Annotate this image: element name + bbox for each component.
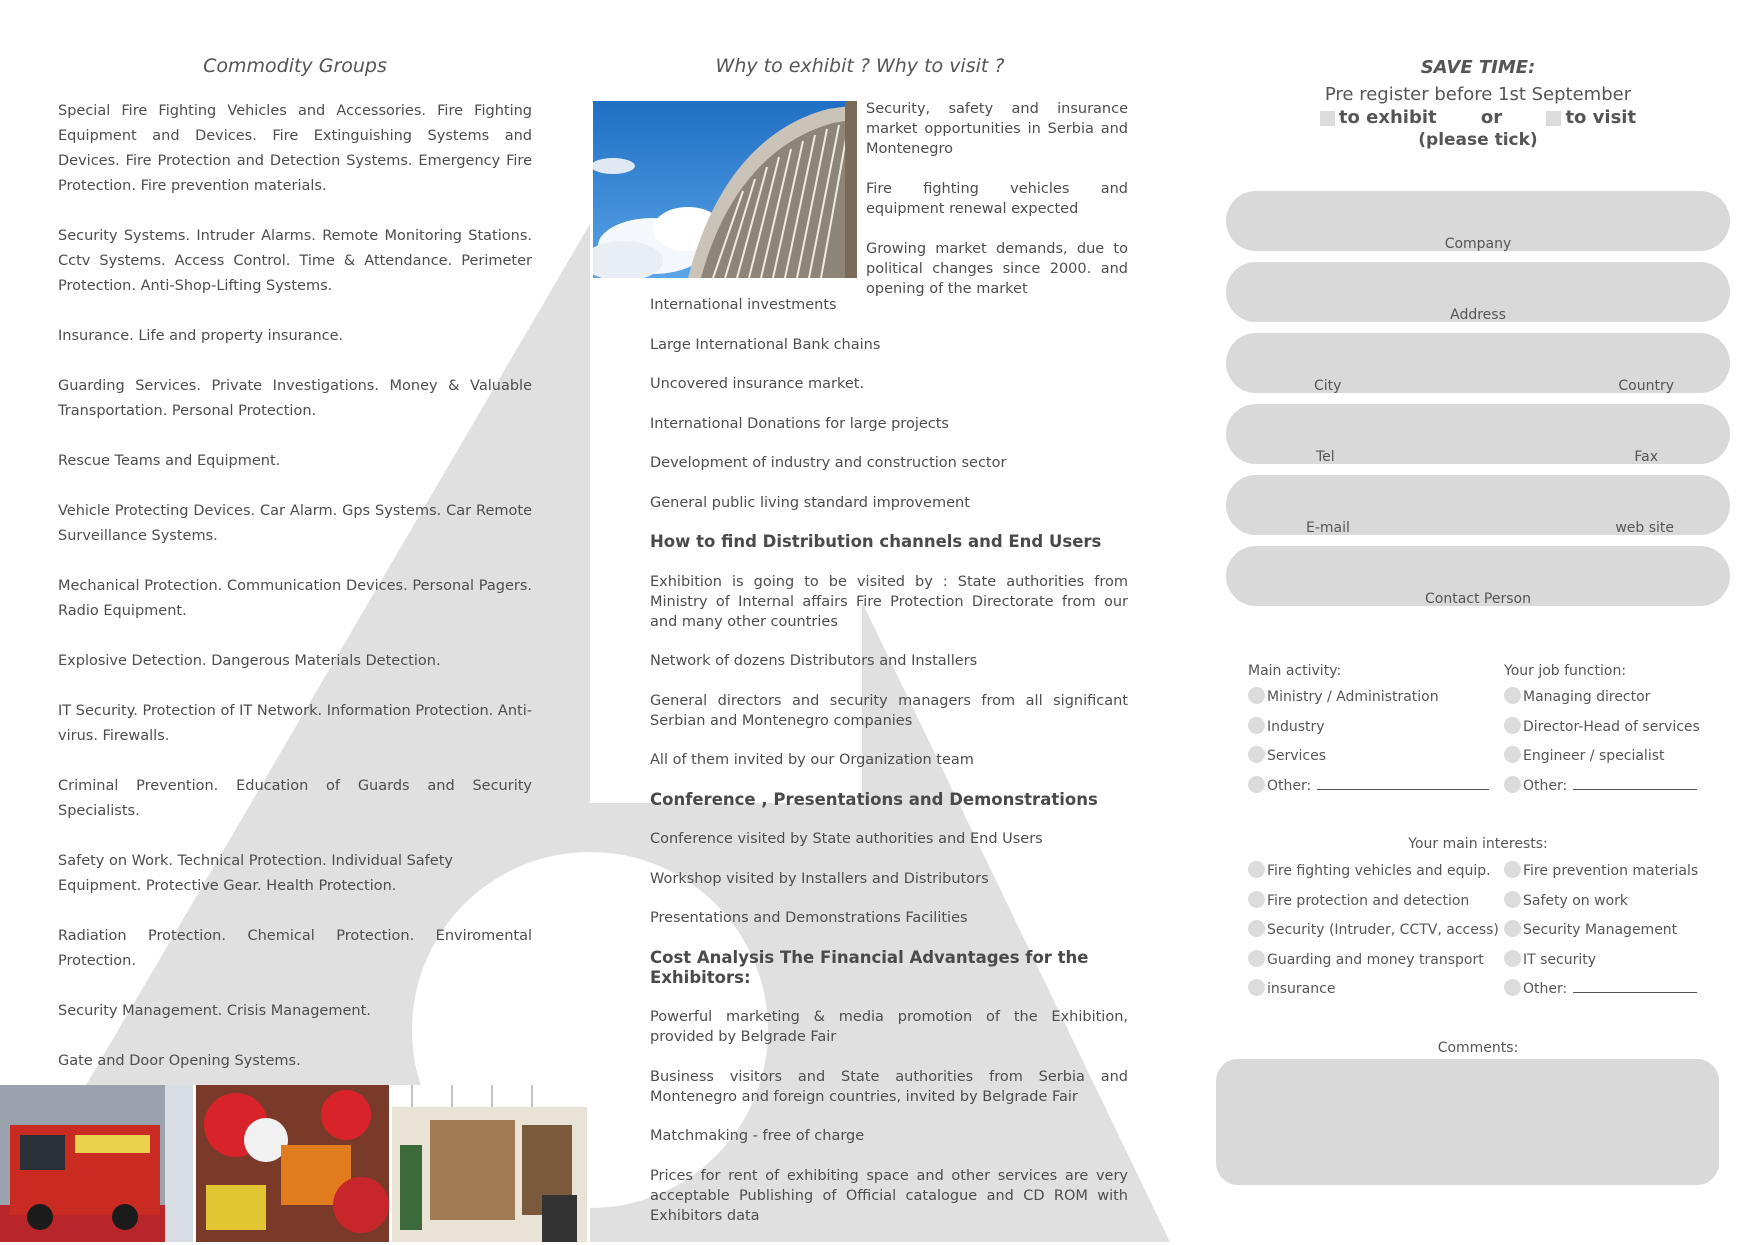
to-exhibit-label: to exhibit <box>1338 107 1437 128</box>
intro-point: Security, safety and insurance market opportunities in Serbia and Montenegro <box>866 101 1128 157</box>
activity-option[interactable]: Other: <box>1248 778 1489 794</box>
reason-item: General directors and security managers from all significant Serbian and Montenegro companies <box>650 692 1128 729</box>
reasons-list <box>650 295 1128 1245</box>
tick-row <box>1226 107 1730 128</box>
radio-circle-icon[interactable] <box>1504 950 1521 967</box>
commodity-paragraph: Security Systems. Intruder Alarms. Remote Monitoring Stations. Cctv Systems. Access Control. Time & Attendance. Perimeter Protection. Anti-Shop-Lifting Systems. <box>58 228 532 294</box>
tel-label: Tel <box>1316 449 1335 465</box>
commodity-paragraph: Mechanical Protection. Communication Devices. Personal Pagers. Radio Equipment. <box>58 578 532 619</box>
building-photo <box>593 101 857 278</box>
reason-item: Large International Bank chains <box>650 336 881 353</box>
country-label: Country <box>1618 378 1674 394</box>
reason-item: Prices for rent of exhibiting space and other services are very acceptable Publishing of Official catalogue and CD ROM with Exhibitors data <box>650 1167 1128 1224</box>
job-function-label: Your job function: <box>1504 663 1627 679</box>
interest-option[interactable]: IT security <box>1504 952 1596 968</box>
why-exhibit-title: Why to exhibit ? Why to visit ? <box>715 55 1005 77</box>
other-activity-line[interactable] <box>1317 789 1489 790</box>
interest-option[interactable]: Guarding and money transport <box>1248 952 1484 968</box>
radio-circle-icon[interactable] <box>1248 776 1265 793</box>
commodity-paragraph: Rescue Teams and Equipment. <box>58 453 281 469</box>
commodity-paragraph: IT Security. Protection of IT Network. Information Protection. Anti-virus. Firewalls. <box>58 703 532 744</box>
commodity-paragraph: Criminal Prevention. Education of Guards and Security Specialists. <box>58 778 532 819</box>
interest-option[interactable]: Security Management <box>1504 922 1677 938</box>
or-label: or <box>1480 107 1503 128</box>
reason-item: International Donations for large projects <box>650 415 949 432</box>
intro-point: Fire fighting vehicles and equipment renewal expected <box>866 181 1128 217</box>
city-country-field[interactable] <box>1226 333 1730 393</box>
reason-item: Workshop visited by Installers and Distributors <box>650 870 989 887</box>
reason-item: Uncovered insurance market. <box>650 376 865 392</box>
radio-circle-icon[interactable] <box>1248 861 1265 878</box>
contact-person-label: Contact Person <box>1425 591 1531 607</box>
commodity-groups-title: Commodity Groups <box>203 55 387 77</box>
radio-circle-icon[interactable] <box>1248 920 1265 937</box>
city-label: City <box>1314 378 1342 394</box>
company-label: Company <box>1444 236 1512 252</box>
reason-item: General public living standard improvement <box>650 494 970 511</box>
email-web-field[interactable] <box>1226 475 1730 535</box>
save-time-heading: SAVE TIME: <box>1420 57 1536 78</box>
address-field[interactable] <box>1226 262 1730 322</box>
reason-item: All of them invited by our Organization team <box>650 752 974 768</box>
company-field[interactable] <box>1226 191 1730 251</box>
commodity-groups-column <box>58 55 532 1149</box>
commodity-paragraph: Security Management. Crisis Management. <box>58 1003 371 1019</box>
radio-circle-icon[interactable] <box>1248 950 1265 967</box>
interest-option[interactable]: Safety on work <box>1504 893 1628 909</box>
other-interest-line[interactable] <box>1573 992 1697 993</box>
section-heading: How to find Distribution channels and End Users <box>650 532 1102 551</box>
interest-option[interactable]: Fire protection and detection <box>1248 893 1469 909</box>
commodity-paragraph: Insurance. Life and property insurance. <box>58 328 344 344</box>
radio-circle-icon[interactable] <box>1248 717 1265 734</box>
commodity-paragraph: Gate and Door Opening Systems. <box>58 1053 301 1069</box>
job-option[interactable]: Engineer / specialist <box>1504 748 1665 764</box>
activity-option[interactable]: Industry <box>1248 719 1325 735</box>
activity-option[interactable]: Ministry / Administration <box>1248 689 1439 705</box>
reason-item: Network of dozens Distributors and Installers <box>650 653 978 669</box>
radio-circle-icon[interactable] <box>1504 891 1521 908</box>
visit-checkbox[interactable] <box>1546 111 1561 126</box>
other-job-line[interactable] <box>1573 789 1697 790</box>
radio-circle-icon[interactable] <box>1248 979 1265 996</box>
intro-points <box>866 99 1128 319</box>
intro-point: Growing market demands, due to political changes since 2000. and opening of the market <box>866 241 1128 297</box>
section-heading: Conference , Presentations and Demonstrations <box>650 789 1098 809</box>
main-activity-label: Main activity: <box>1248 663 1342 679</box>
comments-label: Comments: <box>1437 1040 1519 1056</box>
reason-item: Exhibition is going to be visited by : State authorities from Ministry of Internal affairs Fire Protection Directorate from our and many other countries <box>650 573 1128 630</box>
job-option[interactable]: Director-Head of services <box>1504 719 1700 735</box>
reason-item: International investments <box>650 297 837 313</box>
radio-circle-icon[interactable] <box>1248 746 1265 763</box>
interest-option[interactable]: Other: <box>1504 981 1697 997</box>
preregister-text: Pre register before 1st September <box>1324 84 1632 105</box>
commodity-paragraph: Explosive Detection. Dangerous Materials Detection. <box>58 653 441 669</box>
contact-person-field[interactable] <box>1226 546 1730 606</box>
interests-label: Your main interests: <box>1408 836 1548 852</box>
address-label: Address <box>1450 307 1506 323</box>
commodity-paragraph: Radiation Protection. Chemical Protection. Enviromental Protection. <box>58 928 532 969</box>
radio-circle-icon[interactable] <box>1248 891 1265 908</box>
fax-label: Fax <box>1634 449 1658 465</box>
rescue-team-photo <box>196 1085 389 1242</box>
please-tick-note: (please tick) <box>1418 130 1538 150</box>
reason-item: Development of industry and construction sector <box>650 455 1007 471</box>
commodity-paragraph: Guarding Services. Private Investigations. Money & Valuable Transportation. Personal Protection. <box>58 378 532 419</box>
activity-option[interactable]: Services <box>1248 748 1326 764</box>
comments-field[interactable] <box>1216 1059 1719 1185</box>
interest-option[interactable]: insurance <box>1248 981 1335 997</box>
radio-circle-icon[interactable] <box>1504 687 1521 704</box>
reason-item: Business visitors and State authorities from Serbia and Montenegro and foreign countries, invited by Belgrade Fair <box>650 1068 1128 1105</box>
interest-option[interactable]: Fire prevention materials <box>1504 863 1698 879</box>
job-option[interactable]: Managing director <box>1504 689 1650 705</box>
interest-option[interactable]: Security (Intruder, CCTV, access) <box>1248 922 1499 938</box>
radio-circle-icon[interactable] <box>1504 717 1521 734</box>
fire-truck-photo <box>0 1085 193 1242</box>
commodity-paragraph: Special Fire Fighting Vehicles and Accessories. Fire Fighting Equipment and Devices. Fire Extinguishing Systems and Devices. Fire Protection and Detection Systems. Emergency Fire Protection. Fire prevention materials. <box>58 103 532 194</box>
radio-circle-icon[interactable] <box>1248 687 1265 704</box>
radio-circle-icon[interactable] <box>1504 746 1521 763</box>
section-heading: Cost Analysis The Financial Advantages for the Exhibitors: <box>650 947 1089 987</box>
reason-item: Matchmaking - free of charge <box>650 1128 865 1144</box>
tel-fax-field[interactable] <box>1226 404 1730 464</box>
exhibition-booth-photo <box>392 1085 587 1242</box>
radio-circle-icon[interactable] <box>1504 920 1521 937</box>
email-label: E-mail <box>1306 520 1350 536</box>
exhibit-checkbox[interactable] <box>1320 111 1335 126</box>
website-label: web site <box>1615 520 1674 536</box>
commodity-paragraph: Vehicle Protecting Devices. Car Alarm. Gps Systems. Car Remote Surveillance Systems. <box>58 503 532 544</box>
bottom-photo-strip <box>0 1085 590 1242</box>
commodity-paragraph: Safety on Work. Technical Protection. Individual Safety Equipment. Protective Gear. Health Protection. <box>58 853 453 894</box>
reason-item: Powerful marketing & media promotion of the Exhibition, provided by Belgrade Fair <box>650 1009 1128 1045</box>
reason-item: Conference visited by State authorities and End Users <box>650 831 1043 847</box>
registration-form <box>1226 55 1730 1056</box>
why-exhibit-column <box>592 55 1128 1224</box>
job-option[interactable]: Other: <box>1504 778 1697 794</box>
reason-item: Presentations and Demonstrations Facilities <box>650 910 968 926</box>
radio-circle-icon[interactable] <box>1504 979 1521 996</box>
to-visit-label: to visit <box>1565 107 1637 128</box>
interest-option[interactable]: Fire fighting vehicles and equip. <box>1248 863 1491 879</box>
radio-circle-icon[interactable] <box>1504 776 1521 793</box>
radio-circle-icon[interactable] <box>1504 861 1521 878</box>
